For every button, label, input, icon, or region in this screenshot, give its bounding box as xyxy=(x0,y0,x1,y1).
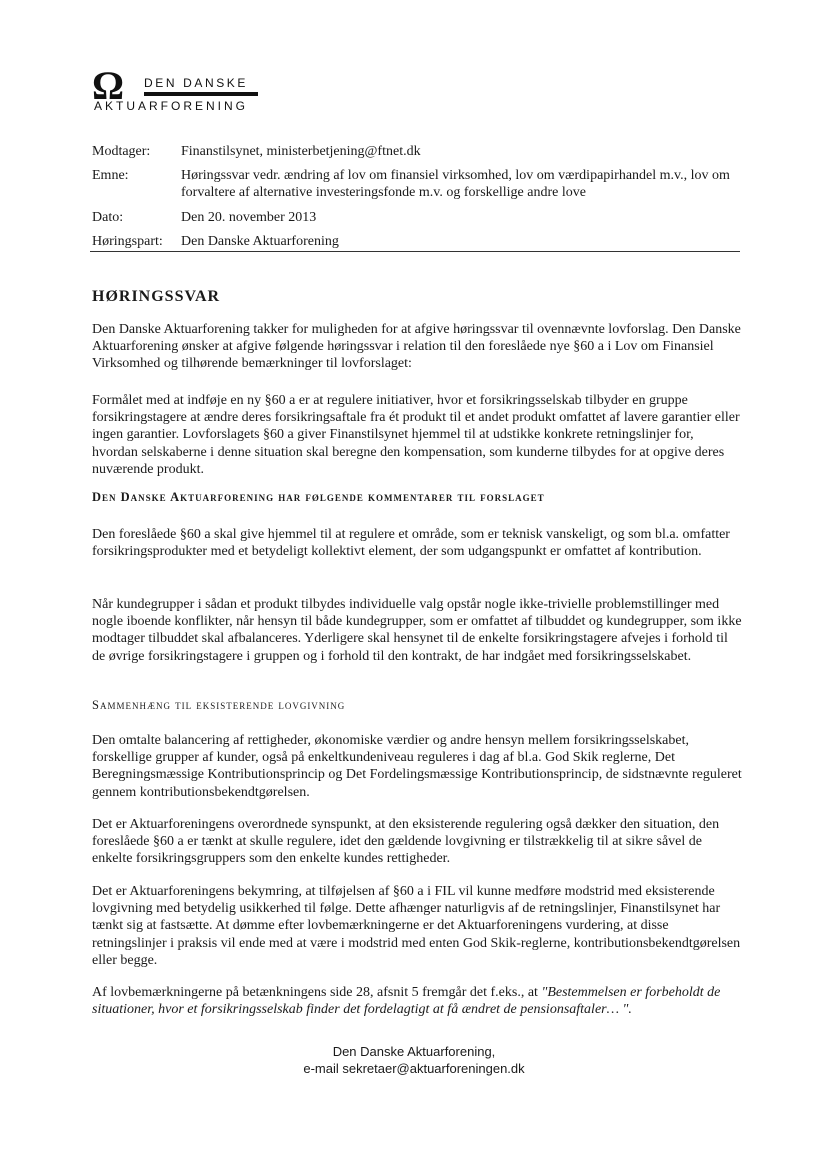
recipient-value: Finanstilsynet, ministerbetjening@ftnet.dk xyxy=(181,144,421,159)
header-divider xyxy=(90,251,740,252)
subject-label: Emne: xyxy=(92,168,129,183)
logo-text-line1: DEN DANSKE xyxy=(144,76,249,90)
paragraph-quote xyxy=(92,984,742,1018)
purpose-paragraph: Formålet med at indføje en ny §60 a er at regulere initiativer, hvor et forsikringsselskab tilbyder en gruppe forsikringstagere at ændre deres forsikringsaftale fra ét produkt til et andet produkt omfattet af lavere garantier eller ingen garantier. Lovforslagets §60 a giver Finanstilsynet hjemmel til at udstikke konkrete retningslinjer for, hvordan selskaberne i denne situation skal beregne den kompensation, som kunderne tilbydes for at opgive deres nuværende produkt. xyxy=(92,393,740,477)
subject-value: Høringssvar vedr. ændring af lov om finansiel virksomhed, lov om værdipapirhandel m.v., lov om forvaltere af alternative investeringsfonde m.v. og forskellige andre love xyxy=(181,168,730,200)
recipient-label: Modtager: xyxy=(92,144,151,159)
logo-text-line2: AKTUARFORENING xyxy=(94,99,249,113)
section-title-legislation: Sammenhæng til eksisterende lovgivning xyxy=(92,698,346,712)
paragraph-balancing: Den omtalte balancering af rettigheder, økonomiske værdier og andre hensyn mellem forsikringsselskabet, forskellige grupper af kunder, også på enkeltkundeniveau reguleres i dag af bl.a. God Skik reglerne, Det Beregningsmæssige Kontributionsprincip og Det Fordelingsmæssige Kontributionsprincip, de sidstnævnte reguleret gennem kontributionsbekendtgørelsen. xyxy=(92,733,742,800)
paragraph-scope: Den foreslåede §60 a skal give hjemmel til at regulere et område, som er teknisk vanskeligt, og som bl.a. omfatter forsikringsprodukter med et betydeligt kollektivt element, der som udgangspunkt er omfattet af kontribution. xyxy=(92,527,730,560)
date-value: Den 20. november 2013 xyxy=(181,210,317,225)
quote-lead-text: Af lovbemærkningerne på betænkningens side 28, afsnit 5 fremgår det f.eks., at xyxy=(92,985,542,1000)
document-heading: HØRINGSSVAR xyxy=(92,288,221,305)
party-value: Den Danske Aktuarforening xyxy=(181,234,339,249)
omega-logo-icon: Ω xyxy=(92,63,125,108)
paragraph-conflicts: Når kundegrupper i sådan et produkt tilbydes individuelle valg opstår nogle ikke-trivielle problemstillinger med nogle iboende konflikter, når hensyn til både kundegrupper, som er omfattet af tilbuddet og kundegrupper, som ikke modtager tilbuddet skal afbalanceres. Yderligere skal hensynet til de enkelte forsikringstagere afvejes i forhold til de øvrige forsikringstagere i gruppen og i forhold til den kontrakt, de har indgået med forsikringsselskabet. xyxy=(92,597,742,664)
quote-text: "Bestemmelsen er forbeholdt de situationer, hvor et forsikringsselskab finder det fordelagtigt at få ændret de pensionsaftaler… ". xyxy=(92,985,721,1018)
intro-paragraph: Den Danske Aktuarforening takker for muligheden for at afgive høringssvar til ovennævnte lovforslag. Den Danske Aktuarforening ønsker at afgive følgende høringssvar i relation til den foreslåede nye §60 a i Lov om Finansiel Virksomhed og tilhørende bemærkninger til lovforslaget: xyxy=(92,322,741,372)
party-label: Høringspart: xyxy=(92,234,163,249)
paragraph-concern: Det er Aktuarforeningens bekymring, at tilføjelsen af §60 a i FIL vil kunne medføre modstrid med eksisterende lovgivning med betydelig usikkerhed til følge. Dette afhænger naturligvis af de retningslinjer, Finanstilsynet har tænkt sig at fastsætte. At dømme efter lovbemærkningerne er det Aktuarforeningens vurdering, at disse retningslinjer i praksis vil ende med at være i modstrid med enten God Skik-reglerne, kontributionsbekendtgørelsen eller begge. xyxy=(92,884,741,968)
organization-logo xyxy=(92,64,262,116)
footer-email: e-mail sekretaer@aktuarforeningen.dk xyxy=(303,1061,525,1076)
paragraph-viewpoint: Det er Aktuarforeningens overordnede synspunkt, at den eksisterende regulering også dækker den situation, den foreslåede §60 a er tænkt at skulle regulere, idet den gældende lovgivning er tilstrækkelig til at sikre såvel de enkelte forsikringsgruppers som den enkelte kundes rettigheder. xyxy=(92,817,720,867)
section-title-comments: Den Danske Aktuarforening har følgende kommentarer til forslaget xyxy=(92,490,545,504)
logo-bar xyxy=(144,92,258,96)
footer-organization: Den Danske Aktuarforening, xyxy=(332,1044,496,1059)
date-label: Dato: xyxy=(92,210,124,225)
